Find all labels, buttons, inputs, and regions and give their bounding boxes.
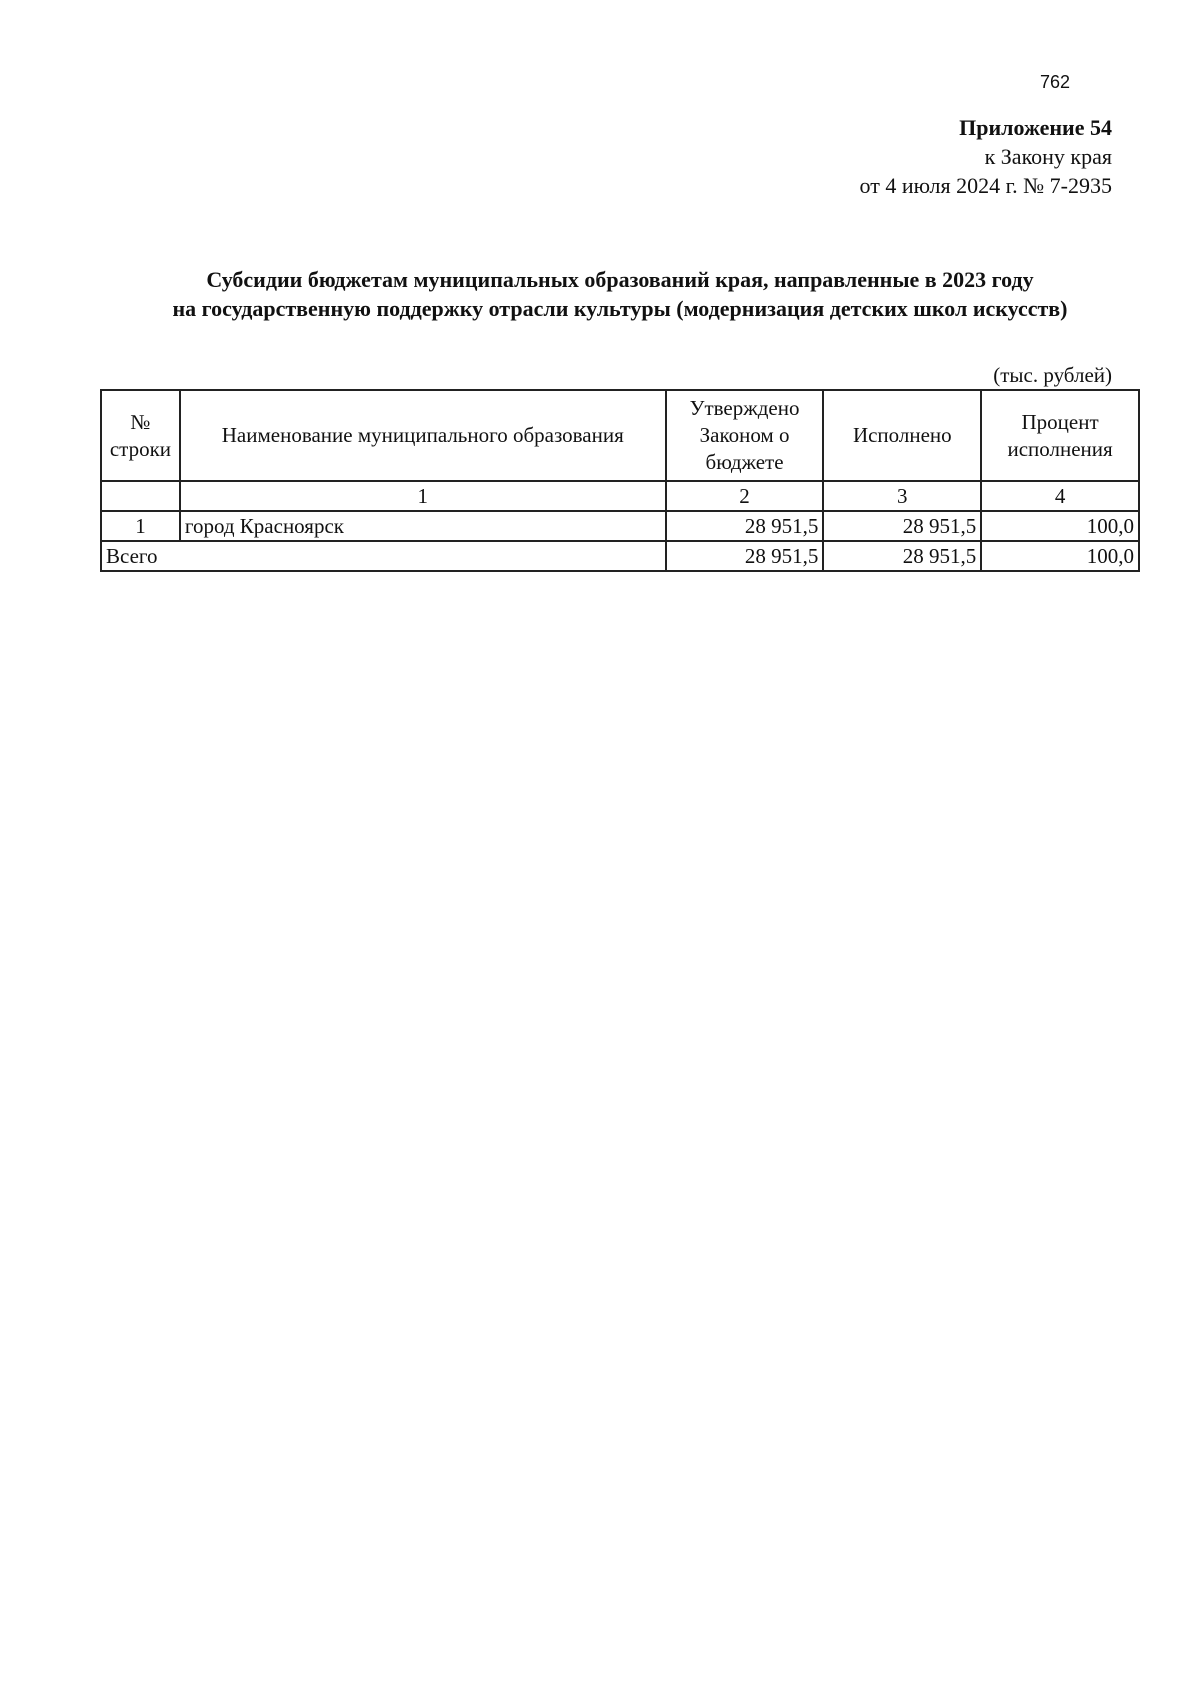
header-executed: Исполнено bbox=[823, 390, 981, 481]
total-row bbox=[101, 541, 1139, 571]
execution-percent: 100,0 bbox=[981, 511, 1139, 541]
column-number: 4 bbox=[981, 481, 1139, 511]
table-header-row bbox=[101, 390, 1139, 481]
municipality-name: город Красноярск bbox=[180, 511, 666, 541]
header-approved: Утверждено Законом о бюджете bbox=[666, 390, 824, 481]
approved-amount: 28 951,5 bbox=[666, 511, 824, 541]
document-title bbox=[100, 265, 1140, 323]
total-approved: 28 951,5 bbox=[666, 541, 824, 571]
row-number: 1 bbox=[101, 511, 180, 541]
page-number: 762 bbox=[1040, 72, 1071, 92]
column-number-blank bbox=[101, 481, 180, 511]
appendix-law-date: от 4 июля 2024 г. № 7-2935 bbox=[859, 173, 1112, 198]
total-label: Всего bbox=[101, 541, 666, 571]
header-row-number: № строки bbox=[101, 390, 180, 481]
appendix-law-ref: к Закону края bbox=[984, 144, 1112, 169]
subsidies-table bbox=[100, 389, 1140, 572]
total-executed: 28 951,5 bbox=[823, 541, 981, 571]
units-label: (тыс. рублей) bbox=[993, 363, 1112, 387]
column-number: 1 bbox=[180, 481, 666, 511]
header-percent: Процент исполнения bbox=[981, 390, 1139, 481]
document-title-line-1: Субсидии бюджетам муниципальных образований края, направленные в 2023 году bbox=[206, 267, 1034, 292]
document-title-line-2: на государственную поддержку отрасли культуры (модернизация детских школ искусств) bbox=[172, 296, 1068, 321]
appendix-block bbox=[860, 113, 1112, 200]
executed-amount: 28 951,5 bbox=[823, 511, 981, 541]
column-number: 3 bbox=[823, 481, 981, 511]
column-number: 2 bbox=[666, 481, 824, 511]
table-row bbox=[101, 511, 1139, 541]
header-municipality-name: Наименование муниципального образования bbox=[180, 390, 666, 481]
total-percent: 100,0 bbox=[981, 541, 1139, 571]
column-numbers-row bbox=[101, 481, 1139, 511]
appendix-title: Приложение 54 bbox=[959, 115, 1112, 140]
